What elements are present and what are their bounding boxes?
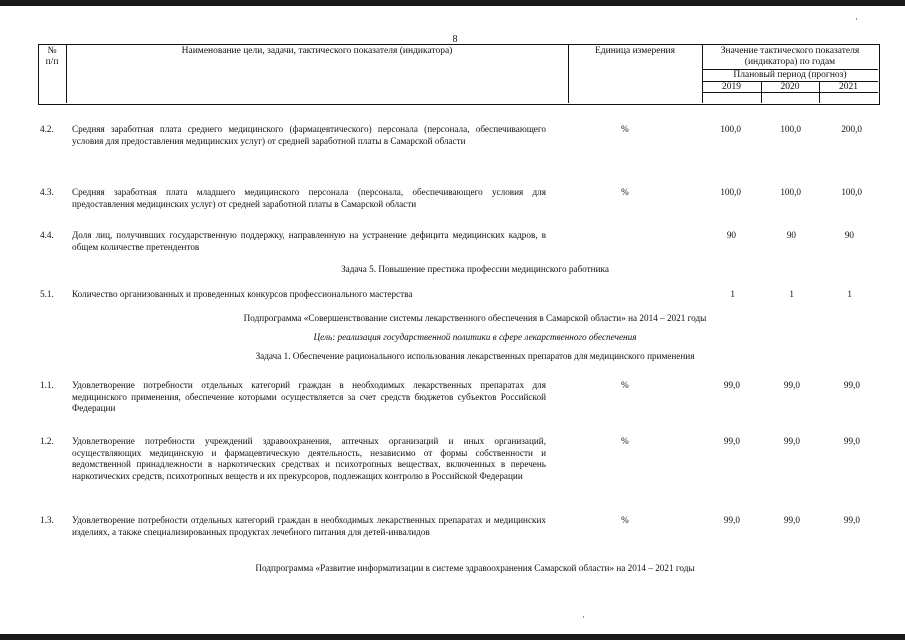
row-text: Удовлетворение потребности учреждений здравоохранения, аптечных организаций и иных организаций, осуществляющих медицинскую и фармацевтическую деятельность, независимо от формы собственности и ведомственной принадлежности в наркотических средствах и психотропных веществах, включенных в перечень наркотических средств, психотропных веществ и их прекурсоров, подлежащих контролю в Российской Федерации <box>72 436 546 481</box>
row-value-2021: 99,0 <box>843 515 860 525</box>
row-text: Удовлетворение потребности отдельных категорий граждан в необходимых лекарственных препаратах и медицинских изделиях, а также специализированных продуктах лечебного питания для детей-инвалидов <box>72 515 546 537</box>
row-value-2021: 99,0 <box>843 380 860 390</box>
row-value-2020: 100,0 <box>780 187 801 197</box>
row-text: Доля лиц, получивших государственную поддержку, направленную на устранение дефицита медицинских кадров, в общем количестве претендентов <box>72 230 546 252</box>
row-value-2019: 1 <box>730 289 735 299</box>
row-number: 4.4. <box>40 230 54 240</box>
row-unit: % <box>621 436 629 446</box>
row-number: 1.1. <box>40 380 54 390</box>
header-col-value: Значение тактического показателя (индикатора) по годам <box>720 46 860 67</box>
scan-bottom-border <box>0 634 905 640</box>
header-year: 2021 <box>839 82 858 92</box>
subprogram-heading: Подпрограмма «Совершенствование системы лекарственного обеспечения в Самарской области» на 2014 – 2021 годы <box>243 313 707 323</box>
row-number: 4.2. <box>40 124 54 134</box>
row-value-2020: 90 <box>786 230 796 240</box>
row-number: 1.2. <box>40 436 54 446</box>
row-value-2020: 99,0 <box>783 380 800 390</box>
row-unit: % <box>621 187 629 197</box>
row-value-2021: 99,0 <box>843 436 860 446</box>
row-value-2020: 1 <box>789 289 794 299</box>
row-value-2021: 90 <box>844 230 854 240</box>
row-value-2019: 99,0 <box>723 436 740 446</box>
row-value-2019: 100,0 <box>720 187 741 197</box>
row-text: Средняя заработная плата младшего медицинского персонала (персонала, обеспечивающего условия для предоставления медицинских услуг) от средней заработной платы в Самарской области <box>72 187 546 209</box>
row-value-2019: 99,0 <box>723 515 740 525</box>
row-number: 4.3. <box>40 187 54 197</box>
row-value-2019: 100,0 <box>720 124 741 134</box>
row-unit: % <box>621 515 629 525</box>
row-value-2020: 100,0 <box>780 124 801 134</box>
row-value-2021: 200,0 <box>841 124 862 134</box>
task-heading: Задача 1. Обеспечение рационального использования лекарственных препаратов для медицинского применения <box>255 351 695 361</box>
row-unit: % <box>621 380 629 390</box>
subprogram-heading: Подпрограмма «Развитие информатизации в системе здравоохранения Самарской области» на 2014 – 2021 годы <box>255 563 695 573</box>
row-value-2019: 99,0 <box>723 380 740 390</box>
header-col-period: Плановый период (прогноз) <box>733 70 847 80</box>
row-value-2020: 99,0 <box>783 436 800 446</box>
goal-heading: Цель: реализация государственной политики в сфере лекарственного обеспечения <box>313 332 637 342</box>
header-col-name: Наименование цели, задачи, тактического показателя (индикатора) <box>181 46 453 56</box>
row-value-2019: 90 <box>726 230 736 240</box>
row-text: Удовлетворение потребности отдельных категорий граждан в необходимых лекарственных препаратах для медицинского применения, обеспечение которыми осуществляется за счет средств бюджетов субъектов Российской Федерации <box>72 380 546 414</box>
task-heading: Задача 5. Повышение престижа профессии медицинского работника <box>341 264 609 274</box>
row-value-2020: 99,0 <box>783 515 800 525</box>
header-year: 2019 <box>722 82 741 92</box>
row-text: Средняя заработная плата среднего медицинского (фармацевтического) персонала (персонала, обеспечивающего условия для предоставления медицинских услуг) от средней заработной платы в Самарской области <box>72 124 546 146</box>
header-col-unit: Единица измерения <box>595 46 675 56</box>
header-col-number: № п/п <box>45 46 59 67</box>
header-year: 2020 <box>780 82 800 92</box>
scan-speck: · <box>582 612 585 622</box>
row-number: 5.1. <box>40 289 54 299</box>
scan-speck: · <box>855 14 858 24</box>
page-number: 8 <box>452 34 458 45</box>
row-text: Количество организованных и проведенных конкурсов профессионального мастерства <box>72 289 413 299</box>
row-number: 1.3. <box>40 515 54 525</box>
row-unit: % <box>621 124 629 134</box>
row-value-2021: 100,0 <box>841 187 862 197</box>
row-value-2021: 1 <box>847 289 852 299</box>
scan-top-border <box>0 0 905 6</box>
